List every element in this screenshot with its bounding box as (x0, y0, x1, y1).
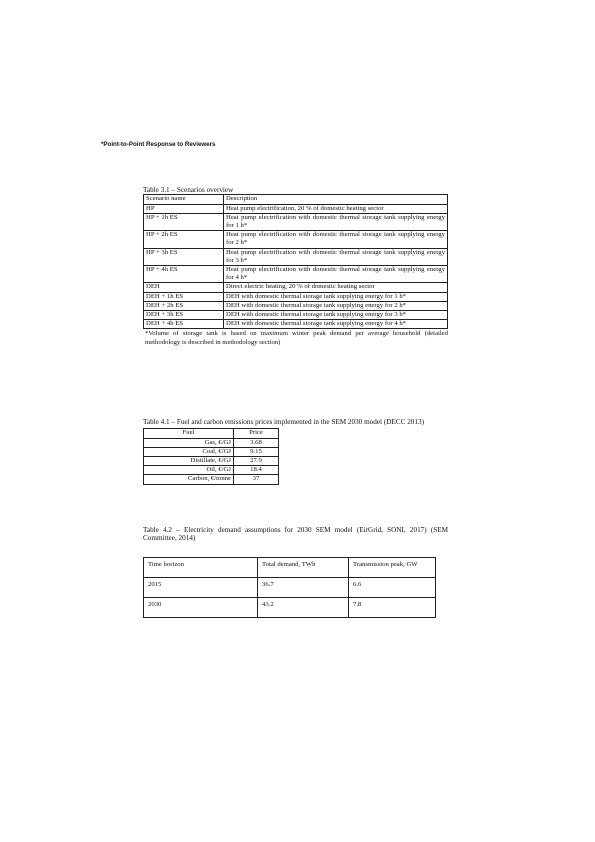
fuel-cell: Oil, €/GJ (144, 466, 234, 475)
table-caption: Table 3.1 – Scenarios overview (143, 186, 234, 194)
scenario-description: DEH with domestic thermal storage tank supplying energy for 3 h* (224, 311, 448, 320)
table-row (144, 231, 448, 248)
table-caption: Table 4.1 – Fuel and carbon emissions prices implemented in the SEM 2030 model (DECC 2013) (143, 418, 424, 426)
table-row (144, 283, 448, 292)
scenario-description: DEH with domestic thermal storage tank supplying energy for 4 h* (224, 320, 448, 329)
column-header: Fuel (144, 429, 234, 438)
scenario-name: HP + 1h ES (144, 213, 224, 230)
scenario-name: HP + 3h ES (144, 248, 224, 265)
table-4-2-section (143, 526, 448, 618)
scenario-description: Heat pump electrification with domestic thermal storage tank supplying energy for 4 h* (224, 266, 448, 283)
scenario-description: DEH with domestic thermal storage tank supplying energy for 1 h* (224, 292, 448, 301)
column-header: Total demand, TWh (258, 557, 349, 577)
scenario-description: Heat pump electrification with domestic thermal storage tank supplying energy for 3 h* (224, 248, 448, 265)
scenario-name: DEH + 4h ES (144, 320, 224, 329)
fuel-prices-table (143, 428, 279, 484)
year-cell: 2030 (144, 597, 258, 617)
fuel-cell: Gas, €/GJ (144, 438, 234, 447)
table-4-1-section (143, 418, 448, 485)
scenario-description: Heat pump electrification with domestic thermal storage tank supplying energy for 1 h* (224, 213, 448, 230)
fuel-cell: Coal, €/GJ (144, 447, 234, 456)
fuel-cell: Distillate, €/GJ (144, 457, 234, 466)
scenario-name: HP + 2h ES (144, 231, 224, 248)
scenario-name: DEH + 1h ES (144, 292, 224, 301)
table-footnote: *Volume of storage tank is based on maximum winter peak demand per average household (detailed methodology is described in methodology section) (145, 330, 448, 346)
peak-cell: 7.8 (349, 597, 436, 617)
table-header-row (144, 195, 448, 204)
column-header: Scenario name (144, 195, 224, 204)
column-header: Description (224, 195, 448, 204)
table-row (144, 311, 448, 320)
price-cell: 9.15 (234, 447, 279, 456)
fuel-cell: Carbon, €/tonne (144, 475, 234, 484)
table-header-row (144, 557, 436, 577)
table-header-row (144, 429, 279, 438)
scenario-description: Direct electric heating, 20 % of domestic heating sector (224, 283, 448, 292)
year-cell: 2015 (144, 577, 258, 597)
demand-cell: 36.7 (258, 577, 349, 597)
demand-cell: 43.2 (258, 597, 349, 617)
table-row (144, 577, 436, 597)
column-header: Transmission peak, GW (349, 557, 436, 577)
price-cell: 18.4 (234, 466, 279, 475)
price-cell: 27.9 (234, 457, 279, 466)
table-row (144, 266, 448, 283)
table-3-1-section (143, 186, 448, 347)
scenario-name: DEH + 2h ES (144, 301, 224, 310)
column-header: Time horizon (144, 557, 258, 577)
table-row (144, 292, 448, 301)
table-row (144, 438, 279, 447)
price-cell: 3.68 (234, 438, 279, 447)
scenario-name: HP + 4h ES (144, 266, 224, 283)
table-row (144, 457, 279, 466)
table-row (144, 475, 279, 484)
page-header: *Point-to-Point Response to Reviewers (101, 141, 216, 148)
scenario-name: DEH (144, 283, 224, 292)
table-row (144, 597, 436, 617)
table-row (144, 447, 279, 456)
scenario-description: Heat pump electrification, 20 % of domestic heating sector (224, 204, 448, 213)
table-row (144, 301, 448, 310)
demand-assumptions-table (143, 557, 436, 618)
scenarios-table (143, 194, 448, 329)
scenario-name: HP (144, 204, 224, 213)
table-row (144, 248, 448, 265)
column-header: Price (234, 429, 279, 438)
peak-cell: 6.6 (349, 577, 436, 597)
scenario-description: DEH with domestic thermal storage tank supplying energy for 2 h* (224, 301, 448, 310)
price-cell: 37 (234, 475, 279, 484)
table-row (144, 204, 448, 213)
table-row (144, 213, 448, 230)
table-row (144, 466, 279, 475)
table-row (144, 320, 448, 329)
table-caption: Table 4.2 – Electricity demand assumptions for 2030 SEM model (EirGrid, SONI, 2017) (SEM Committee, 2014) (143, 526, 448, 543)
scenario-name: DEH + 3h ES (144, 311, 224, 320)
scenario-description: Heat pump electrification with domestic thermal storage tank supplying energy for 2 h* (224, 231, 448, 248)
